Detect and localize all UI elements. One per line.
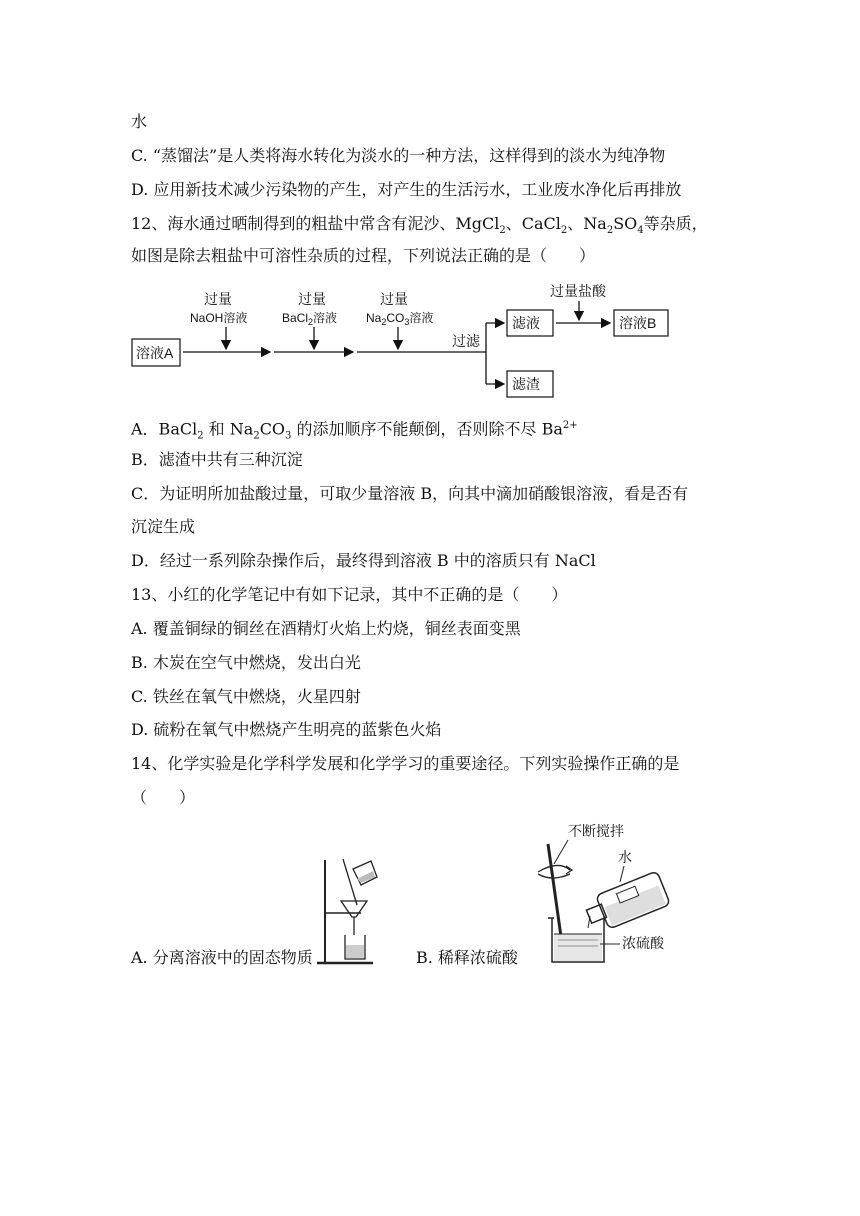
text-part: CO — [259, 419, 286, 439]
filtration-apparatus-figure — [315, 855, 385, 970]
question-13: 13、小红的化学笔记中有如下记录，其中不正确的是（ ） — [131, 585, 568, 604]
q13-option-c: C. 铁丝在氧气中燃烧，火星四射 — [131, 687, 361, 706]
start-box-label: 溶液A — [136, 345, 174, 361]
reagent1-top: 过量 — [204, 291, 232, 307]
filtrate-label: 滤液 — [512, 315, 540, 331]
acid-label: 浓硫酸 — [622, 935, 664, 951]
subscript: 2 — [253, 430, 260, 442]
text-part: A．BaCl — [131, 419, 198, 439]
reagent3-bottom: $Na_2CO_3$溶液 — [366, 311, 434, 327]
q12-text-part: 、CaCl — [505, 214, 561, 233]
q13-option-b: B. 木炭在空气中燃烧，发出白光 — [131, 653, 361, 672]
q12-text-part: SO — [613, 214, 638, 233]
reagent2-top: 过量 — [298, 291, 326, 307]
q14-option-b-caption: B. 稀释浓硫酸 — [416, 948, 518, 967]
reagent3-top: 过量 — [380, 291, 408, 307]
option-c-text: C. “蒸馏法”是人类将海水转化为淡水的一种方法，这样得到的淡水为纯净物 — [131, 146, 666, 165]
final-label: 溶液B — [619, 315, 657, 331]
subscript: 2 — [499, 225, 506, 237]
q12-text-part: 等杂质， — [643, 214, 708, 233]
q12-text-part: 12、海水通过晒制得到的粗盐中常含有泥沙、MgCl — [131, 214, 500, 233]
superscript: 2+ — [562, 420, 578, 431]
text-line: 水 — [131, 112, 148, 131]
water-label: 水 — [618, 849, 632, 865]
question-14-line2: （ ） — [131, 788, 196, 807]
subscript: 2 — [560, 225, 568, 237]
reagent2-bottom: BaCl$_2$溶液 — [282, 311, 338, 327]
q12-text-part: 、Na — [567, 214, 607, 233]
text-part: 的添加顺序不能颠倒，否则除不尽 Ba — [291, 419, 563, 439]
subscript: 2 — [197, 430, 204, 442]
option-d-text: D. 应用新技术减少污染物的产生，对产生的生活污水，工业废水净化后再排放 — [131, 180, 682, 199]
q12-option-c-line1: C．为证明所加盐酸过量，可取少量溶液 B，向其中滴加硝酸银溶液，看是否有 — [131, 484, 689, 503]
q12-option-a — [131, 416, 578, 447]
acid-label: 过量盐酸 — [550, 283, 606, 299]
subscript: 2 — [606, 225, 614, 237]
dilution-apparatus-figure — [528, 820, 678, 968]
q14-option-a-caption: A. 分离溶液中的固态物质 — [131, 948, 313, 967]
subscript: 3 — [285, 430, 292, 442]
q13-option-a: A. 覆盖铜绿的铜丝在酒精灯火焰上灼烧，铜丝表面变黑 — [131, 619, 521, 638]
q12-option-c-line2: 沉淀生成 — [131, 517, 196, 536]
stir-label: 不断搅拌 — [568, 823, 624, 839]
q12-option-d: D．经过一系列除杂操作后，最终得到溶液 B 中的溶质只有 NaCl — [131, 551, 596, 570]
q12-option-b: B．滤渣中共有三种沉淀 — [131, 450, 303, 469]
question-14-line1: 14、化学实验是化学科学发展和化学学习的重要途径。下列实验操作正确的是 — [131, 754, 680, 773]
subscript: 4 — [637, 225, 644, 237]
filter-label: 过滤 — [452, 333, 480, 349]
reagent1-bottom: NaOH溶液 — [190, 311, 248, 325]
question-12-line2: 如图是除去粗盐中可溶性杂质的过程，下列说法正确的是（ ） — [131, 246, 596, 265]
residue-label: 滤渣 — [512, 376, 540, 392]
q13-option-d: D. 硫粉在氧气中燃烧产生明亮的蓝紫色火焰 — [131, 720, 442, 739]
text-part: 和 Na — [203, 419, 254, 439]
